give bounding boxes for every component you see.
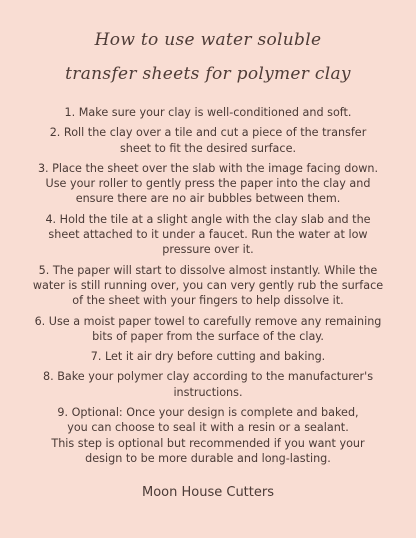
step-8-line: instructions. <box>173 385 243 399</box>
step-7-line: 7. Let it air dry before cutting and baking. <box>90 350 326 364</box>
step-7 <box>30 349 386 364</box>
step-5-line: 5. The paper will start to dissolve almost instantly. While the <box>38 263 378 277</box>
step-3-line: 3. Place the sheet over the slab with the image facing down. <box>37 161 379 175</box>
step-6 <box>30 314 386 345</box>
step-3-line: Use your roller to gently press the paper into the clay and <box>45 177 371 191</box>
step-2-line: sheet to fit the desired surface. <box>119 141 297 155</box>
step-4-line: pressure over it. <box>162 243 254 257</box>
brand-footer: Moon House Cutters <box>142 485 274 500</box>
step-5-line: water is still running over, you can very gently rub the surface <box>32 278 384 292</box>
step-2 <box>30 125 386 156</box>
title-line-1: How to use water soluble <box>94 30 322 50</box>
step-4-line: 4. Hold the tile at a slight angle with the clay slab and the <box>45 212 371 226</box>
step-9-line: This step is optional but recommended if you want your <box>51 436 365 450</box>
step-9-line: you can choose to seal it with a resin or a sealant. <box>67 421 349 435</box>
step-8-line: 8. Bake your polymer clay according to the manufacturer's <box>42 370 374 384</box>
step-4 <box>30 212 386 258</box>
title-line-2: transfer sheets for polymer clay <box>65 64 351 84</box>
step-3 <box>30 161 386 207</box>
step-6-line: 6. Use a moist paper towel to carefully remove any remaining <box>34 314 382 328</box>
step-9-line: 9. Optional: Once your design is complete and baked, <box>57 406 359 420</box>
step-3-line: ensure there are no air bubbles between them. <box>75 192 341 206</box>
step-6-line: bits of paper from the surface of the clay. <box>92 329 324 343</box>
step-9-line: design to be more durable and long-lasting. <box>85 451 331 465</box>
step-4-line: sheet attached to it under a faucet. Run the water at low <box>48 228 368 242</box>
step-1-line: 1. Make sure your clay is well-conditioned and soft. <box>64 106 352 119</box>
step-9 <box>30 405 386 466</box>
step-5 <box>30 263 386 309</box>
step-5-line: of the sheet with your fingers to help dissolve it. <box>72 294 344 308</box>
step-8 <box>30 369 386 400</box>
step-1 <box>30 105 386 120</box>
step-2-line: 2. Roll the clay over a tile and cut a piece of the transfer <box>49 126 367 140</box>
steps-list <box>30 105 386 471</box>
